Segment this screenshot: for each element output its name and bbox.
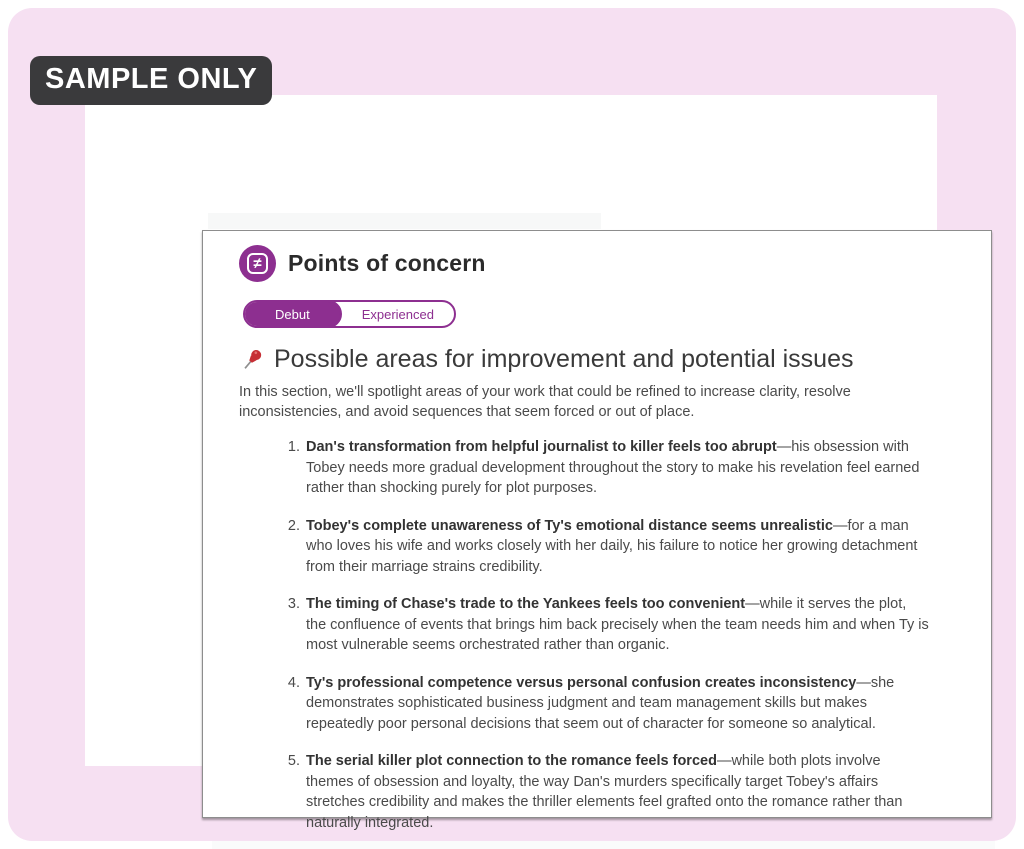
section-header: [239, 245, 957, 282]
heading-row: [239, 345, 957, 374]
sample-only-badge: SAMPLE ONLY: [30, 56, 272, 105]
concern-item-1: [304, 437, 929, 499]
concern-detail: —his obsession with Tobey needs more gradual development throughout the story to make his revelation feel earned rather than shocking purely for plot purposes.: [306, 439, 920, 496]
concern-lead: Ty's professional competence versus personal confusion creates inconsistency: [306, 674, 857, 691]
toggle-option-debut[interactable]: Debut: [243, 300, 342, 328]
audience-toggle[interactable]: [243, 300, 456, 328]
pushpin-icon: [239, 347, 265, 373]
concern-item-2: [304, 516, 929, 578]
concern-item-3: [304, 594, 929, 656]
not-equal-icon: ≠: [239, 245, 276, 282]
subsection-heading: Possible areas for improvement and potential issues: [274, 345, 854, 373]
page-edge-top: [208, 213, 601, 229]
concern-lead: The timing of Chase's trade to the Yankees feels too convenient: [306, 596, 746, 612]
page-edge-bottom: [212, 841, 995, 849]
concern-item-4: [304, 673, 929, 735]
concern-lead: The serial killer plot connection to the romance feels forced: [306, 753, 717, 769]
concern-detail: —while both plots involve themes of obsession and loyalty, the way Dan's murders specifically target Tobey's affairs stretches credibility and makes the thriller elements feel grafted onto the romance rather than naturally integrated.: [306, 753, 903, 831]
concerns-list: [239, 437, 929, 833]
concern-item-5: [304, 751, 929, 833]
toggle-option-experienced[interactable]: Experienced: [361, 306, 434, 322]
report-card: [85, 95, 937, 831]
concern-detail: —for a man who loves his wife and works closely with her daily, his failure to notice her growing detachment from their marriage strains credibility.: [306, 517, 918, 575]
points-of-concern-panel: [202, 230, 992, 831]
concern-lead: Tobey's complete unawareness of Ty's emotional distance seems unrealistic: [306, 517, 833, 534]
concern-lead: Dan's transformation from helpful journalist to killer feels too abrupt: [306, 439, 777, 455]
section-title: Points of concern: [288, 250, 486, 276]
intro-paragraph: In this section, we'll spotlight areas of your work that could be refined to increase clarity, resolve inconsistencies, and avoid sequences that seem forced or out of place.: [239, 384, 851, 420]
concern-detail: —while it serves the plot, the confluence of events that brings him back precisely when the team needs him and when Ty is most vulnerable seems orchestrated rather than organic.: [306, 596, 929, 653]
concern-detail: —she demonstrates sophisticated business judgment and team management skills but makes repeatedly poor personal decisions that seem out of character for someone so analytical.: [306, 674, 895, 732]
